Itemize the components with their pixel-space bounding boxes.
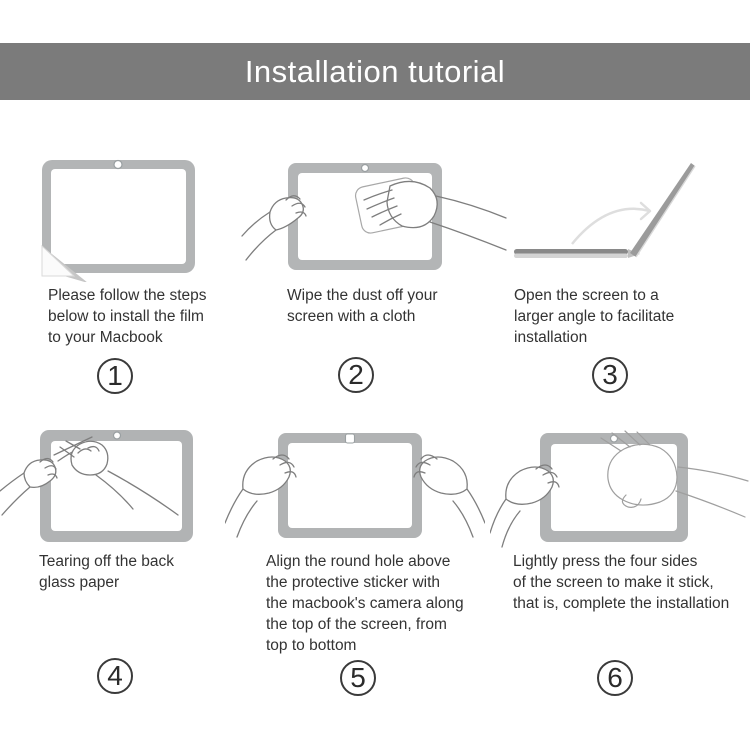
right-hand-icon [414, 455, 485, 537]
illustration-protector-film-peeled-corner [30, 150, 220, 282]
caption-line: screen with a cloth [287, 308, 416, 325]
step6-caption [513, 551, 729, 614]
caption-line: of the screen to make it stick, [513, 574, 714, 591]
screen-inner [288, 443, 412, 528]
step1-caption [48, 285, 207, 348]
caption-line: larger angle to facilitate [514, 308, 675, 325]
step5-number: 5 [340, 660, 376, 696]
step3-caption [514, 285, 674, 348]
caption-line: Align the round hole above [266, 553, 451, 570]
caption-line: Lightly press the four sides [513, 553, 698, 570]
illustration-pressing-four-sides [490, 415, 750, 550]
illustration-aligning-film-with-camera [225, 415, 485, 550]
title-banner [0, 43, 750, 100]
open-arrow-icon [572, 209, 650, 244]
caption-line: Please follow the steps [48, 287, 207, 304]
camera-hole-icon [114, 432, 121, 439]
caption-line: that is, complete the installation [513, 595, 730, 612]
caption-line: the protective sticker with [266, 574, 441, 591]
camera-hole-icon [362, 165, 369, 172]
caption-line: the macbook's camera along [266, 595, 464, 612]
caption-line: below to install the film [48, 308, 204, 325]
caption-line: Wipe the dust off your [287, 287, 438, 304]
caption-line: the top of the screen, from [266, 616, 447, 633]
caption-line: to your Macbook [48, 329, 163, 346]
caption-line: installation [514, 329, 588, 346]
caption-line: Tearing off the back [39, 553, 174, 570]
illustration-laptop-open-wide-angle [500, 150, 750, 275]
step4-caption [39, 551, 174, 593]
step6-number: 6 [597, 660, 633, 696]
film-inner [51, 169, 186, 264]
camera-hole-icon [346, 434, 355, 443]
step2-number: 2 [338, 357, 374, 393]
page-title: Installation tutorial [244, 53, 506, 89]
caption-line: glass paper [39, 574, 120, 591]
step5-caption [266, 551, 464, 656]
step3-number: 3 [592, 357, 628, 393]
laptop-base-bottom [514, 254, 628, 259]
laptop-lid-highlight [636, 166, 695, 257]
step2-caption [287, 285, 438, 327]
illustration-wiping-screen-with-cloth [240, 138, 508, 282]
caption-line: top to bottom [266, 637, 357, 654]
step4-number: 4 [97, 658, 133, 694]
illustration-tearing-back-glass-paper [0, 415, 245, 550]
step1-number: 1 [97, 358, 133, 394]
camera-hole-icon [114, 161, 122, 169]
caption-line: Open the screen to a [514, 287, 659, 304]
